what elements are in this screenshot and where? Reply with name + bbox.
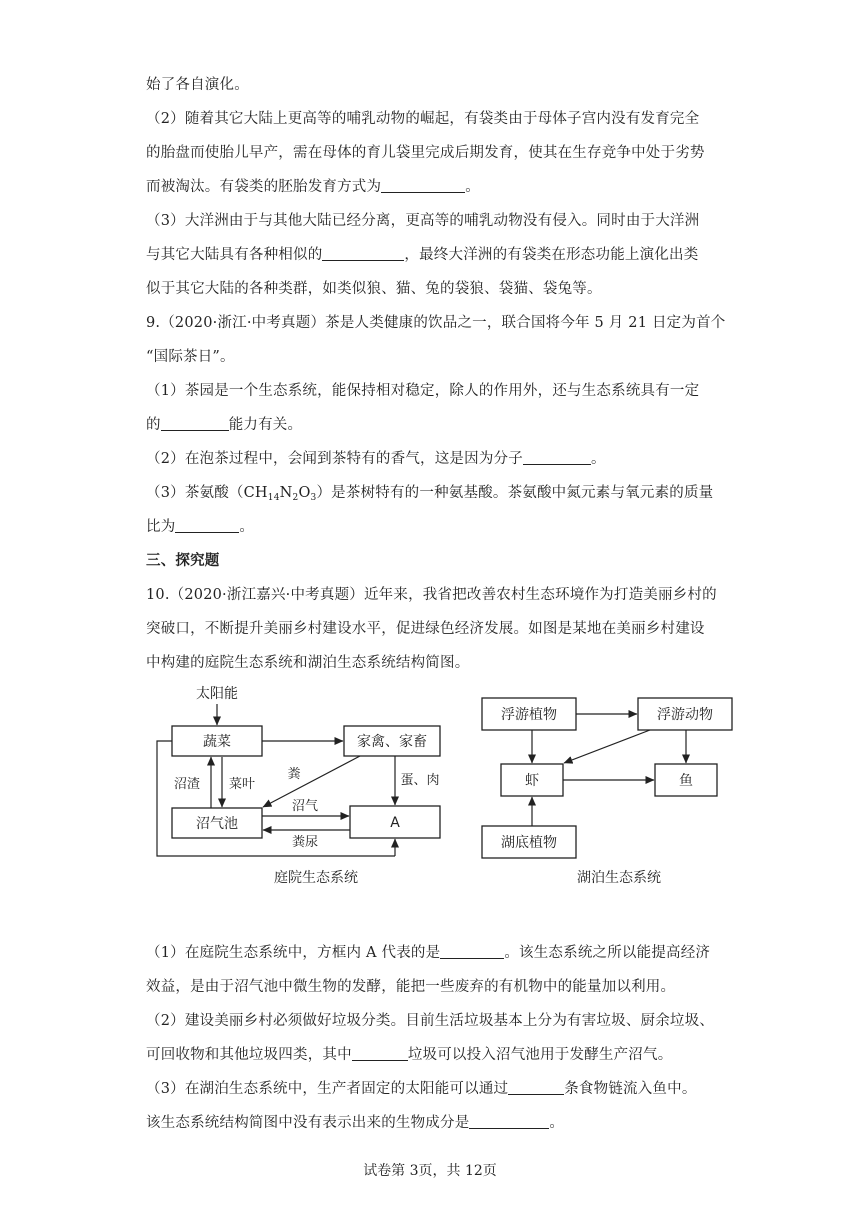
lake-ecosystem bbox=[482, 698, 732, 886]
text-segment: 比为 bbox=[146, 519, 176, 535]
text-segment: 。 bbox=[590, 451, 606, 467]
garden-ecosystem bbox=[157, 685, 440, 886]
text-segment: （3）茶氨酸（ bbox=[146, 485, 244, 501]
biogas-label: 沼气 bbox=[291, 799, 319, 814]
vegetables-label: 蔬菜 bbox=[203, 734, 231, 750]
eggs-meat-label: 蛋、肉 bbox=[400, 773, 440, 788]
text-line-20: （2）建设美丽乡村必须做好垃圾分类。目前生活垃圾基本上分为有害垃圾、厨余垃圾、 bbox=[146, 1013, 715, 1029]
lake-caption: 湖泊生态系统 bbox=[577, 870, 661, 886]
section-heading: 三、探究题 bbox=[146, 552, 220, 569]
text-segment: 的 bbox=[146, 417, 161, 433]
ecosystem-diagram bbox=[0, 676, 860, 906]
formula-subscript: 3 bbox=[310, 493, 317, 503]
text-line-17: 中构建的庭院生态系统和湖泊生态系统结构简图。 bbox=[146, 655, 470, 671]
text-segment: 条食物链流入鱼中。 bbox=[564, 1081, 697, 1097]
a-box-label: A bbox=[390, 815, 400, 831]
text-line-9: “国际茶日”。 bbox=[146, 349, 235, 365]
question-9-stem: 9.（2020·浙江·中考真题）茶是人类健康的饮品之一，联合国将今年 5 月 21 日定为首个 bbox=[146, 315, 726, 331]
text-line-21 bbox=[146, 1043, 672, 1064]
text-segment: ）是茶树特有的一种氨基酸。茶氨酸中氮元素与氧元素的质量 bbox=[316, 485, 714, 501]
answer-blank[interactable] bbox=[161, 415, 229, 431]
text-line-1: 始了各自演化。 bbox=[146, 77, 249, 93]
text-line-19: 效益，是由于沼气池中微生物的发酵，能把一些废弃的有机物中的能量加以利用。 bbox=[146, 979, 676, 995]
formula-part: O bbox=[298, 485, 311, 501]
formula-part: CH bbox=[243, 485, 268, 501]
text-segment: 。该生态系统之所以能提高经济 bbox=[504, 945, 711, 961]
text-line-2: （2）随着其它大陆上更高等的哺乳动物的崛起，有袋类由于母体子宫内没有发育完全 bbox=[146, 111, 700, 127]
text-line-7: 似于其它大陆的各种类群，如类似狼、猫、兔的袋狼、袋猫、袋兔等。 bbox=[146, 281, 602, 297]
text-line-5: （3）大洋洲由于与其他大陆已经分离，更高等的哺乳动物没有侵入。同时由于大洋洲 bbox=[146, 213, 700, 229]
biogas-pool-label: 沼气池 bbox=[196, 816, 238, 832]
text-line-10: （1）茶园是一个生态系统，能保持相对稳定，除人的作用外，还与生态系统具有一定 bbox=[146, 383, 700, 399]
text-line-23 bbox=[146, 1111, 564, 1132]
answer-blank[interactable] bbox=[508, 1079, 564, 1095]
answer-blank[interactable] bbox=[381, 177, 465, 193]
text-line-13 bbox=[146, 481, 713, 503]
zooplankton-label: 浮游动物 bbox=[657, 707, 713, 723]
text-segment: 。 bbox=[239, 519, 255, 535]
zoo-to-shrimp-arrow bbox=[564, 730, 650, 763]
leaves-label: 菜叶 bbox=[228, 777, 256, 792]
text-line-3: 的胎盘而使胎儿早产，需在母体的育儿袋里完成后期发育，使其在生存竞争中处于劣势 bbox=[146, 145, 705, 161]
answer-blank[interactable] bbox=[469, 1113, 549, 1129]
text-line-14 bbox=[146, 515, 254, 536]
vegetables-to-a-line bbox=[157, 741, 395, 856]
text-segment: 垃圾可以投入沼气池用于发酵生产沼气。 bbox=[407, 1047, 673, 1063]
shrimp-label: 虾 bbox=[525, 773, 539, 789]
phytoplankton-label: 浮游植物 bbox=[501, 707, 557, 723]
fish-label: 鱼 bbox=[679, 773, 693, 789]
text-segment: 与其它大陆具有各种相似的 bbox=[146, 247, 323, 263]
manure-urine-label: 粪尿 bbox=[291, 835, 319, 850]
answer-blank[interactable] bbox=[440, 943, 504, 959]
text-line-22 bbox=[146, 1077, 697, 1098]
answer-blank[interactable] bbox=[352, 1045, 408, 1061]
text-segment: 可回收物和其他垃圾四类，其中 bbox=[146, 1047, 352, 1063]
text-line-18 bbox=[146, 941, 710, 962]
text-segment: 。 bbox=[465, 179, 480, 195]
formula-subscript: 14 bbox=[267, 493, 280, 503]
answer-blank[interactable] bbox=[175, 517, 239, 533]
residue-label: 沼渣 bbox=[173, 777, 201, 792]
text-segment: 能力有关。 bbox=[228, 417, 303, 433]
garden-caption: 庭院生态系统 bbox=[274, 870, 358, 886]
poultry-label: 家禽、家畜 bbox=[357, 734, 427, 750]
manure-label: 粪 bbox=[287, 767, 301, 782]
question-10-stem: 10.（2020·浙江嘉兴·中考真题）近年来，我省把改善农村生态环境作为打造美丽乡村的 bbox=[146, 587, 717, 603]
formula-subscript: 2 bbox=[292, 493, 299, 503]
text-line-6 bbox=[146, 243, 698, 264]
page-footer: 试卷第 3页，共 12页 bbox=[363, 1163, 497, 1179]
text-segment: ，最终大洋洲的有袋类在形态功能上演化出类 bbox=[404, 247, 699, 263]
text-segment: 。 bbox=[549, 1115, 565, 1131]
text-line-12 bbox=[146, 447, 606, 468]
text-segment: （2）在泡茶过程中，会闻到茶特有的香气，这是因为分子 bbox=[146, 451, 523, 467]
formula-part: N bbox=[279, 485, 293, 501]
benthic-plants-label: 湖底植物 bbox=[501, 835, 557, 851]
text-line-4 bbox=[146, 175, 480, 196]
text-segment: （1）在庭院生态系统中，方框内 A 代表的是 bbox=[146, 945, 441, 961]
text-line-16: 突破口，不断提升美丽乡村建设水平，促进绿色经济发展。如图是某地在美丽乡村建设 bbox=[146, 621, 705, 637]
answer-blank[interactable] bbox=[523, 449, 591, 465]
answer-blank[interactable] bbox=[322, 245, 404, 261]
text-segment: （3）在湖泊生态系统中，生产者固定的太阳能可以通过 bbox=[146, 1081, 509, 1097]
text-segment: 该生态系统结构简图中没有表示出来的生物成分是 bbox=[146, 1115, 470, 1131]
text-segment: 而被淘汰。有袋类的胚胎发育方式为 bbox=[146, 179, 382, 195]
sun-label: 太阳能 bbox=[196, 686, 238, 702]
text-line-11 bbox=[146, 413, 302, 434]
